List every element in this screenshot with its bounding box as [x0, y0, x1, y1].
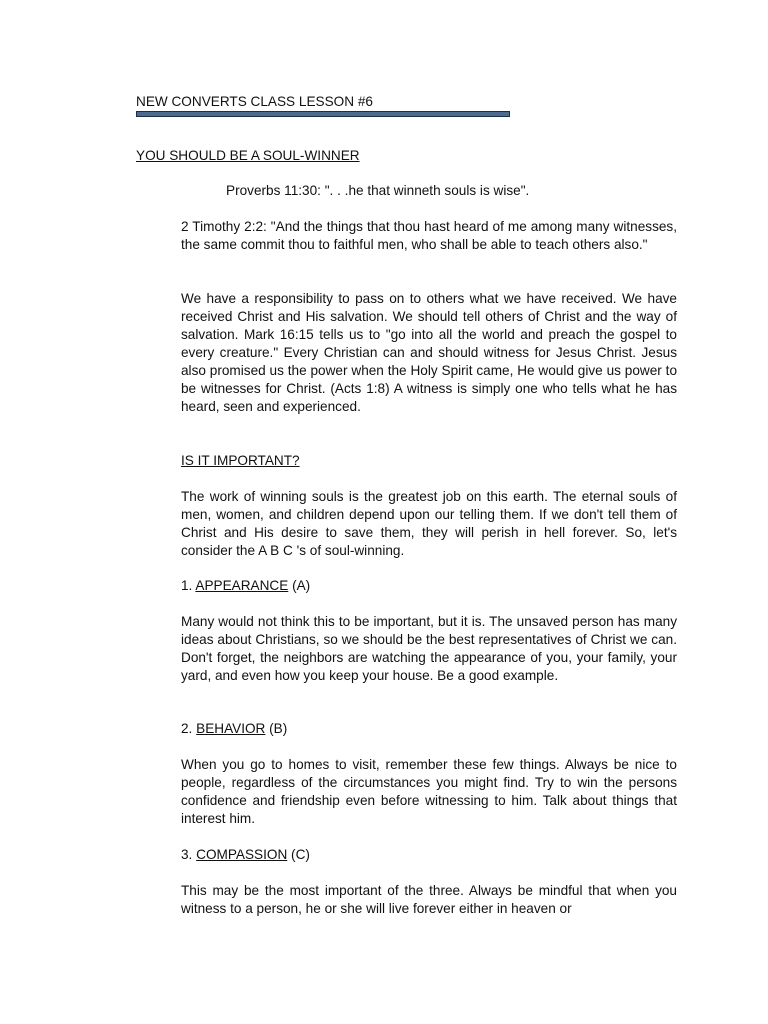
- point-c-letter: (C): [287, 847, 310, 862]
- proverbs-quote: Proverbs 11:30: ". . .he that winneth souls is wise".: [226, 183, 530, 198]
- lesson-title: NEW CONVERTS CLASS LESSON #6: [136, 94, 373, 109]
- timothy-quote: 2 Timothy 2:2: "And the things that thou hast heard of me among many witnesses, the same commit thou to faithful men, who shall be able to teach others also.": [181, 219, 677, 252]
- point-b-label: BEHAVIOR: [196, 721, 266, 736]
- title-rule: [136, 111, 510, 117]
- point-a-paragraph: Many would not think this to be important, but it is. The unsaved person has many ideas about Christians, so we should be the best representatives of Christ we can. Don't forget, the neighbors are watching the appearance of you, your family, your yard, and even how you keep your house. Be a good example.: [181, 614, 677, 683]
- point-b-heading: [181, 720, 287, 738]
- point-c-label: COMPASSION: [196, 847, 288, 862]
- point-b-paragraph: When you go to homes to visit, remember these few things. Always be nice to people, regardless of the circumstances you might find. Try to win the persons confidence and friendship even before witnessing to him. Talk about things that interest him.: [181, 757, 677, 826]
- point-a-letter: (A): [288, 578, 311, 593]
- responsibility-paragraph: We have a responsibility to pass on to others what we have received. We have received Christ and His salvation. We should tell others of Christ and the way of salvation. Mark 16:15 tells us to "go into all the world and preach the gospel to every creature." Every Christian can and should witness for Jesus Christ. Jesus also promised us the power when the Holy Spirit came, He would give us power to be witnesses for Christ. (Acts 1:8) A witness is simply one who tells what he has heard, seen and experienced.: [181, 291, 677, 414]
- point-c-heading: [181, 846, 310, 864]
- section-heading: YOU SHOULD BE A SOUL-WINNER: [136, 148, 360, 163]
- important-paragraph: The work of winning souls is the greatest job on this earth. The eternal souls of men, women, and children depend upon our telling them. If we don't tell them of Christ and His desire to save them, they will perish in hell forever. So, let's consider the A B C 's of soul-winning.: [181, 489, 677, 558]
- point-c-paragraph: This may be the most important of the three. Always be mindful that when you witness to a person, he or she will live forever either in heaven or: [181, 883, 677, 916]
- important-heading: IS IT IMPORTANT?: [181, 453, 300, 468]
- point-c-number: 3.: [181, 847, 197, 862]
- point-b-letter: (B): [265, 721, 288, 736]
- point-a-number: 1.: [181, 578, 196, 593]
- point-b-number: 2.: [181, 721, 197, 736]
- point-a-heading: [181, 577, 310, 595]
- point-a-label: APPEARANCE: [195, 578, 289, 593]
